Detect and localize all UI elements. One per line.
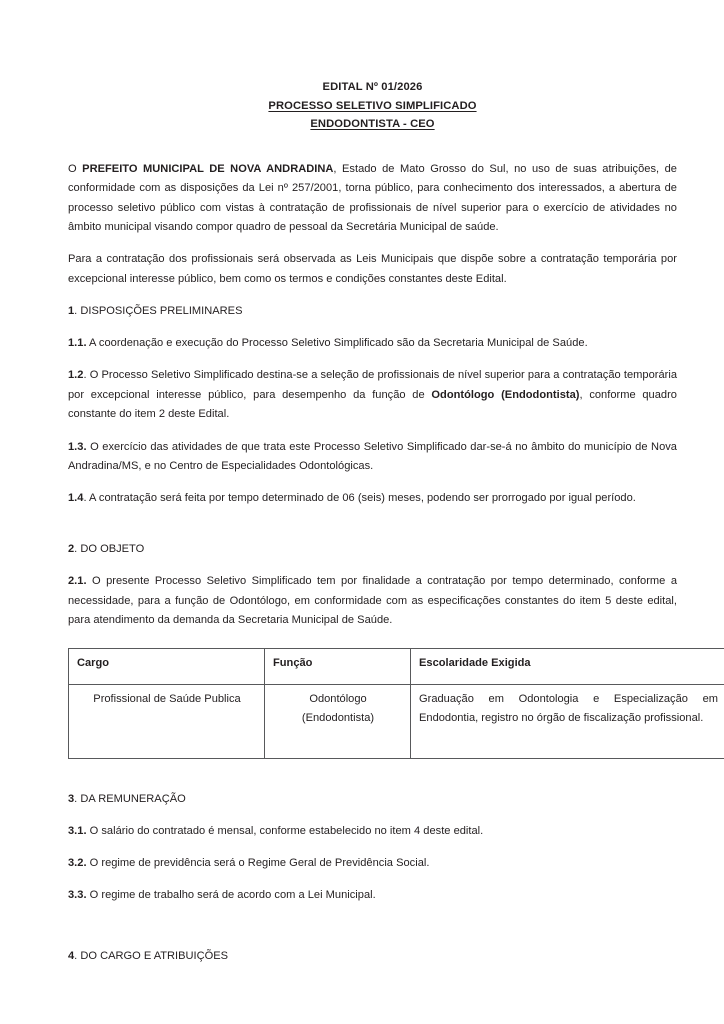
intro-bold-prefeito: PREFEITO MUNICIPAL DE NOVA ANDRADINA [82,162,334,175]
table-header-row [69,648,724,684]
item-text-1-4: . A contratação será feita por tempo determinado de 06 (seis) meses, podendo ser prorrogado por igual período. [83,492,636,505]
title-line-processo-text: PROCESSO SELETIVO SIMPLIFICADO [268,99,477,112]
table-header-cargo: Cargo [69,648,265,684]
section-heading-2 [68,540,677,560]
item-label-1-1: 1.1. [68,337,87,350]
item-1-4 [68,489,677,509]
item-text-1-3: O exercício das atividades de que trata este Processo Seletivo Simplificado dar-se-á no âmbito do município de Nova Andradina/MS, e no Centro de Especialidades Odontológicas. [68,440,677,473]
section-title-2: DO OBJETO [80,542,145,555]
item-text-3-2: O regime de previdência será o Regime Geral de Previdência Social. [86,856,430,869]
item-3-1 [68,822,677,842]
item-3-2 [68,854,677,874]
section-number-suffix-4: . [74,949,81,962]
item-label-1-2: 1.2 [68,369,84,382]
intro-paragraph [68,160,677,238]
section-heading-4 [68,947,677,967]
item-3-3 [68,886,677,906]
table-header-escolaridade: Escolaridade Exigida [411,648,724,684]
section-title-4: DO CARGO E ATRIBUIÇÕES [80,949,229,962]
item-text-1-2-before: . O Processo Seletivo Simplificado destina-se a seleção de profissionais de nível superior para a contratação temporária por excepcional interesse público, para desempenho da função de [68,369,677,401]
item-label-3-2: 3.2. [68,856,87,869]
item-label-1-3: 1.3. [68,440,87,453]
section-number-2: 2 [68,542,75,555]
document-title-block [68,78,677,134]
section-title-1: DISPOSIÇÕES PRELIMINARES [80,305,243,318]
table-cell-funcao [265,684,411,758]
item-label-1-4: 1.4 [68,492,84,505]
table-cell-escolaridade: Graduação em Odontologia e Especialização em Endodontia, registro no órgão de fiscalização profissional. [411,684,724,758]
section-number-suffix-3: . [74,792,81,805]
table-cell-funcao-line1: Odontólogo [309,692,367,705]
item-text-3-3: O regime de trabalho será de acordo com a Lei Municipal. [86,888,376,901]
intro-lead: O [68,162,83,175]
title-line-endodontista [68,115,677,134]
item-2-1 [68,572,677,631]
title-line-processo [68,97,677,116]
table-row [69,684,724,758]
item-1-3 [68,438,677,477]
item-1-2 [68,366,677,425]
item-text-2-1: O presente Processo Seletivo Simplificado tem por finalidade a contratação por tempo determinado, conforme a necessidade, para a função de Odontólogo, em conformidade com as especificações constantes do item 5 deste edital, para atendimento da demanda da Secretaria Municipal de Saúde. [68,574,677,627]
section-number-3: 3 [68,792,75,805]
item-label-3-3: 3.3. [68,888,87,901]
section-number-suffix-2: . [74,542,81,555]
item-1-1 [68,334,677,354]
cargo-table [68,648,724,759]
table-cell-cargo: Profissional de Saúde Publica [69,684,265,758]
section-heading-1 [68,302,677,322]
section-number-1: 1 [68,305,75,318]
table-header-funcao: Função [265,648,411,684]
section-title-3: DA REMUNERAÇÃO [80,792,186,805]
document-body [68,78,718,966]
title-line-edital [68,78,677,97]
item-label-3-1: 3.1. [68,824,87,837]
section-number-4: 4 [68,949,75,962]
intro-rest: , Estado de Mato Grosso do Sul, no uso de suas atribuições, de conformidade com as disposições da Lei nº 257/2001, torna público, para conhecimento dos interessados, a abertura de processo seletivo público com vistas à contratação de profissionais de nível superior para o exercício de atividades no âmbito municipal visando compor quadro de pessoal da Secretária Municipal de saúde. [68,162,677,234]
title-line-edital-text: EDITAL Nº 01/2026 [322,81,423,93]
paragraph-leis-municipais: Para a contratação dos profissionais será observada as Leis Municipais que dispõe sobre a contratação temporária por excepcional interesse público, bem como os termos e condições constantes deste Edital. [68,253,677,285]
item-bold-odontologo-endodontista: Odontólogo (Endodontista) [431,388,580,401]
section-heading-3 [68,790,677,810]
item-text-3-1: O salário do contratado é mensal, conforme estabelecido no item 4 deste edital. [86,824,484,837]
title-line-endodontista-text: ENDODONTISTA - CEO [310,118,435,130]
section-number-suffix-1: . [74,305,81,318]
item-text-1-1: A coordenação e execução do Processo Seletivo Simplificado são da Secretaria Municipal de Saúde. [86,337,588,350]
table-cell-funcao-line2: (Endodontista) [301,712,375,725]
item-text-1-2-after: , conforme quadro constante do item 2 deste Edital. [68,388,677,421]
item-label-2-1: 2.1. [68,574,87,587]
